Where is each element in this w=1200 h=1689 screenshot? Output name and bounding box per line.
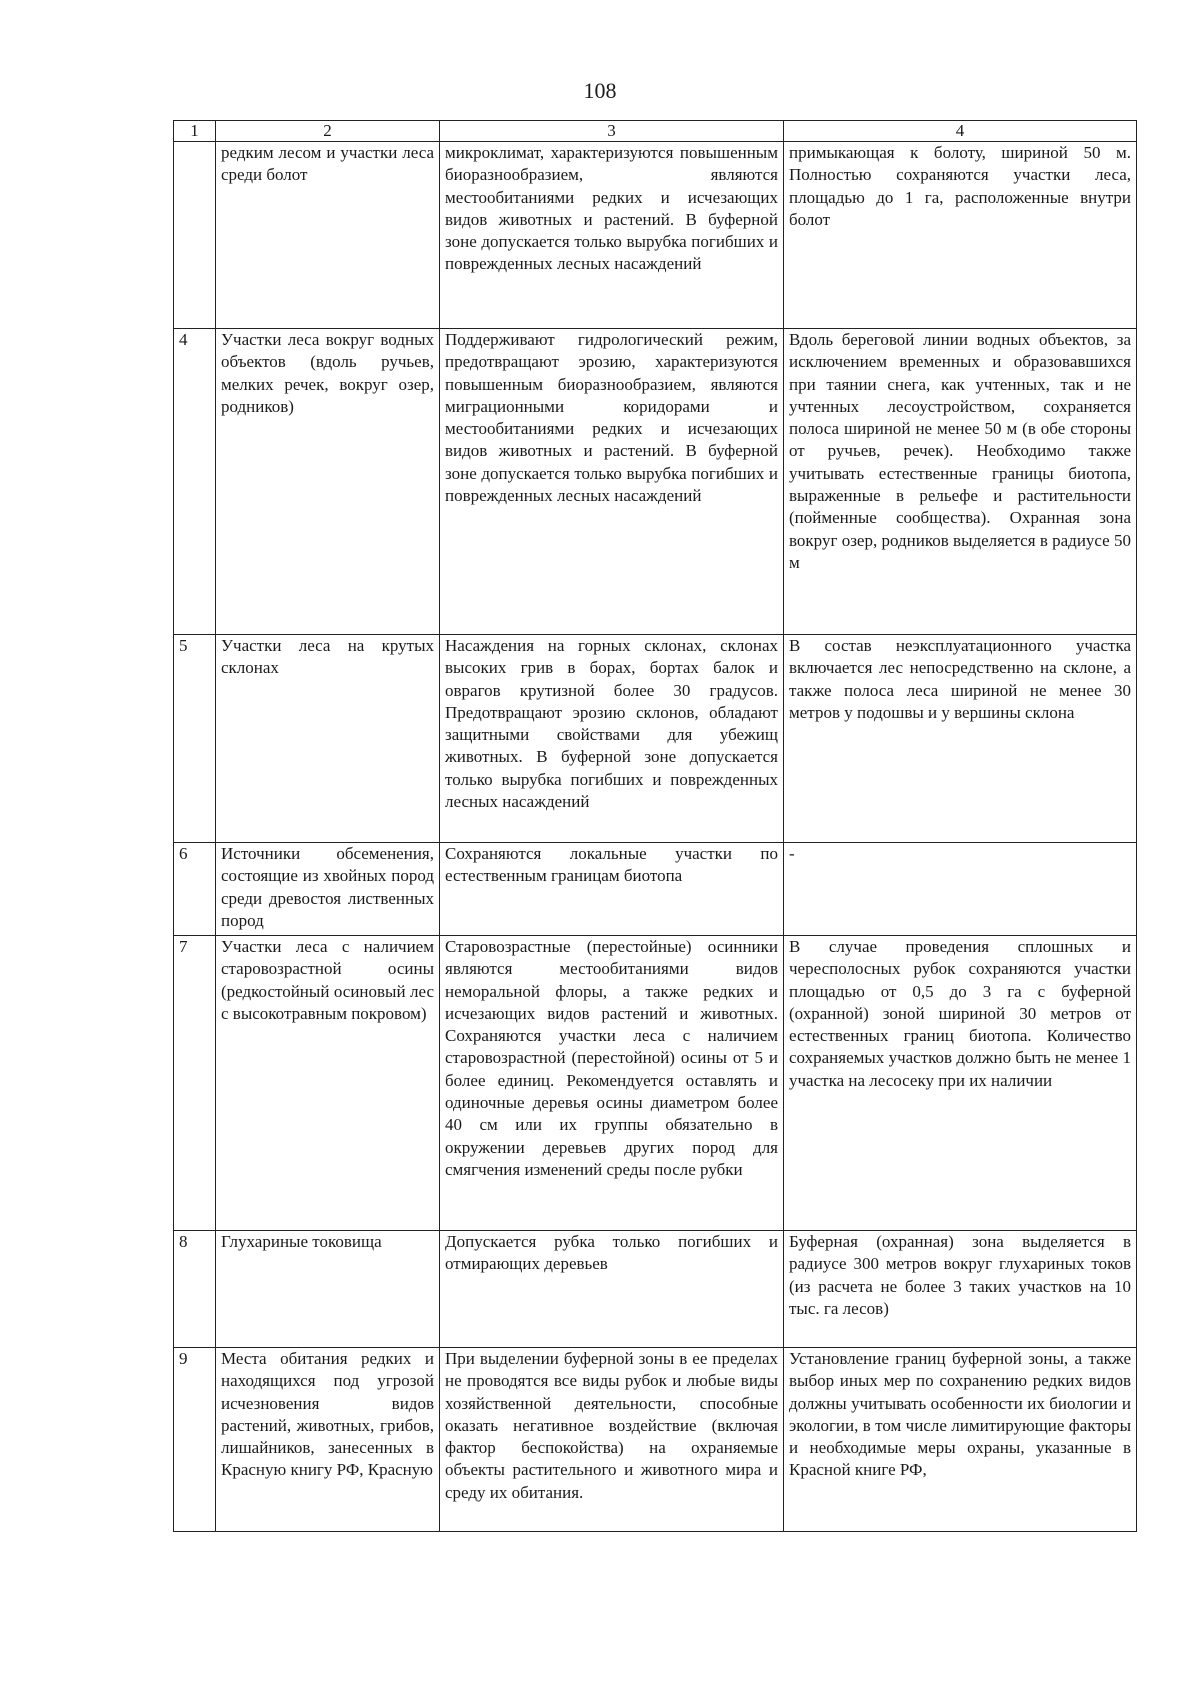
page-number: 108 — [583, 78, 617, 103]
column-header-4: 4 — [784, 121, 1137, 142]
table-row — [174, 142, 1137, 329]
characteristics-cell: При выделении буферной зоны в ее пределах не проводятся все виды рубок и любые виды хозяйственной деятельности, способные оказать негативное воздействие (включая фактор беспокойства) на охраняемые объекты растительного и животного мира и среду их обитания. — [440, 1348, 784, 1532]
row-number: 4 — [174, 329, 216, 635]
object-cell: Участки леса вокруг водных объектов (вдоль ручьев, мелких речек, вокруг озер, родников) — [216, 329, 440, 635]
characteristics-cell: Насаждения на горных склонах, склонах высоких грив в борах, бортах балок и оврагов крутизной более 30 градусов. Предотвращают эрозию склонов, обладают защитными свойствами для убежищ животных. В буферной зоне допускается только вырубка погибших и поврежденных лесных насаждений — [440, 635, 784, 843]
requirements-cell: примыкающая к болоту, шириной 50 м. Полностью сохраняются участки леса, площадью до 1 га, расположенные внутри болот — [784, 142, 1137, 329]
characteristics-cell: Сохраняются локальные участки по естественным границам биотопа — [440, 843, 784, 936]
column-header-3: 3 — [440, 121, 784, 142]
row-number: 8 — [174, 1231, 216, 1348]
table-row — [174, 843, 1137, 936]
characteristics-cell: Поддерживают гидрологический режим, предотвращают эрозию, характеризуются повышенным биоразнообразием, являются миграционными коридорами и местообитаниями редких и исчезающих видов животных и растений. В буферной зоне допускается только вырубка погибших и поврежденных лесных насаждений — [440, 329, 784, 635]
characteristics-cell: микроклимат, характеризуются повышенным биоразнообразием, являются местообитаниями редких и исчезающих видов животных и растений. В буферной зоне допускается только вырубка погибших и поврежденных лесных насаждений — [440, 142, 784, 329]
row-number: 7 — [174, 936, 216, 1231]
table-row — [174, 1348, 1137, 1532]
column-header-2: 2 — [216, 121, 440, 142]
row-number: 5 — [174, 635, 216, 843]
requirements-cell: Установление границ буферной зоны, а также выбор иных мер по сохранению редких видов должны учитывать особенности их биологии и экологии, в том числе лимитирующие факторы и необходимые меры охраны, указанные в Красной книге РФ, — [784, 1348, 1137, 1532]
object-cell: Участки леса на крутых склонах — [216, 635, 440, 843]
object-cell: Глухариные токовища — [216, 1231, 440, 1348]
requirements-cell: - — [784, 843, 1137, 936]
table-header-row — [174, 121, 1137, 142]
object-cell: редким лесом и участки леса среди болот — [216, 142, 440, 329]
requirements-cell: В случае проведения сплошных и чересполосных рубок сохраняются участки площадью от 0,5 до 3 га с буферной (охранной) зоной шириной 30 метров от естественных границ биотопа. Количество сохраняемых участков должно быть не менее 1 участка на лесосеку при их наличии — [784, 936, 1137, 1231]
requirements-cell: В состав неэксплуатационного участка включается лес непосредственно на склоне, а также полоса леса шириной не менее 30 метров у подошвы и у вершины склона — [784, 635, 1137, 843]
object-cell: Участки леса с наличием старовозрастной осины (редкостойный осиновый лес с высокотравным покровом) — [216, 936, 440, 1231]
characteristics-cell: Старовозрастные (перестойные) осинники являются местообитаниями видов неморальной флоры, а также редких и исчезающих видов растений и животных. Сохраняются участки леса с наличием старовозрастной (перестойной) осины от 5 и более единиц. Рекомендуется оставлять и одиночные деревья осины диаметром более 40 см или их группы обязательно в окружении деревьев других пород для смягчения изменений среды после рубки — [440, 936, 784, 1231]
table-row — [174, 329, 1137, 635]
table-row — [174, 1231, 1137, 1348]
table-row — [174, 936, 1137, 1231]
row-number: 9 — [174, 1348, 216, 1532]
protected-areas-table — [173, 120, 1137, 1532]
row-number — [174, 142, 216, 329]
table-row — [174, 635, 1137, 843]
row-number: 6 — [174, 843, 216, 936]
object-cell: Источники обсеменения, состоящие из хвойных пород среди древостоя лиственных пород — [216, 843, 440, 936]
characteristics-cell: Допускается рубка только погибших и отмирающих деревьев — [440, 1231, 784, 1348]
requirements-cell: Буферная (охранная) зона выделяется в радиусе 300 метров вокруг глухариных токов (из расчета не более 3 таких участков на 10 тыс. га лесов) — [784, 1231, 1137, 1348]
requirements-cell: Вдоль береговой линии водных объектов, за исключением временных и образовавшихся при таянии снега, как учтенных, так и не учтенных лесоустройством, сохраняется полоса шириной не менее 50 м (в обе стороны от ручьев, речек). Необходимо также учитывать естественные границы биотопа, выраженные в рельефе и растительности (пойменные сообщества). Охранная зона вокруг озер, родников выделяется в радиусе 50 м — [784, 329, 1137, 635]
object-cell: Места обитания редких и находящихся под угрозой исчезновения видов растений, животных, грибов, лишайников, занесенных в Красную книгу РФ, Красную — [216, 1348, 440, 1532]
column-header-1: 1 — [174, 121, 216, 142]
